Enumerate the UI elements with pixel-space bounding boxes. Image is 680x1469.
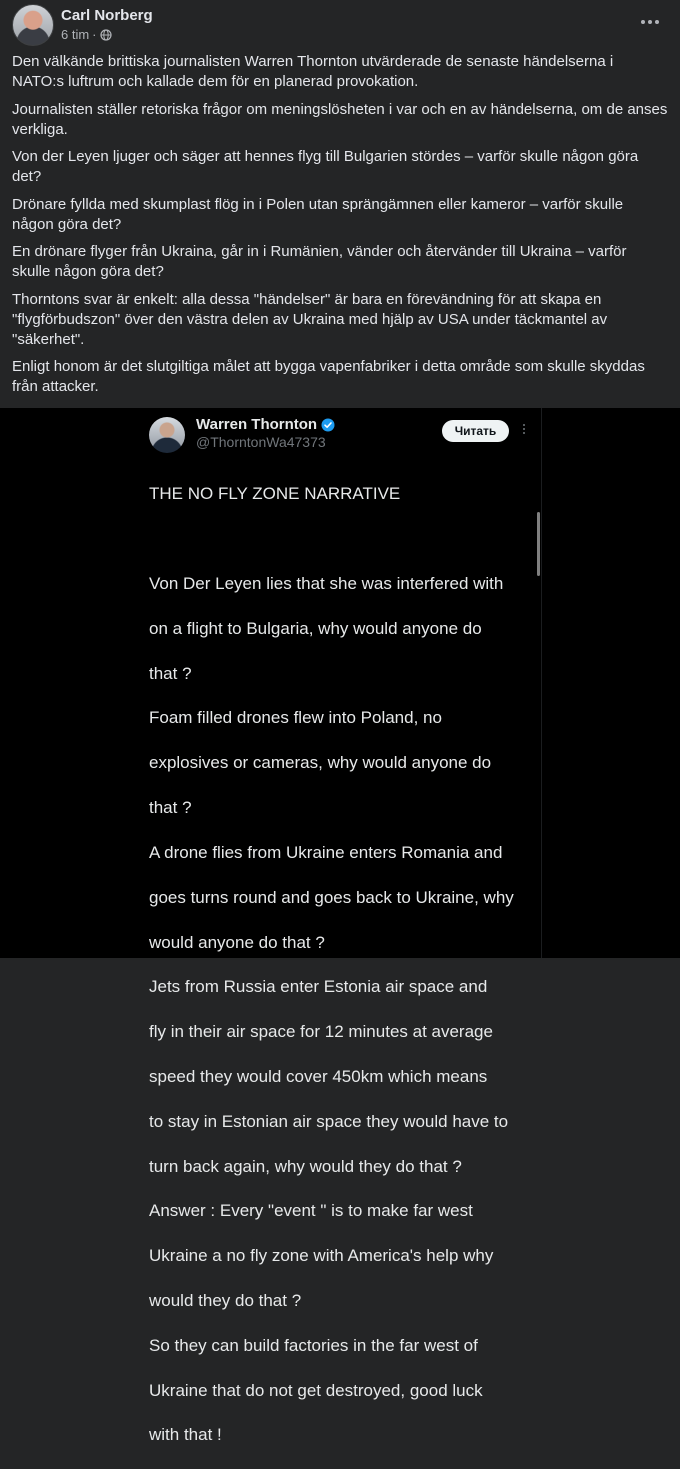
post-paragraph: Thorntons svar är enkelt: alla dessa "händelser" är bara en förevändning för att skapa en "flygförbudszon" över den västra delen av Ukraina med hjälp av USA under täckmantel av "säkerhet".	[12, 290, 608, 348]
tweet-line: THE NO FLY ZONE NARRATIVE	[149, 484, 401, 504]
tweet-screenshot	[139, 408, 542, 1445]
tweet-line: Ukraine that do not get destroyed, good luck	[149, 1380, 483, 1400]
tweet-author-name: Warren Thornton	[196, 416, 318, 433]
tweet-line: A drone flies from Ukraine enters Romania and	[149, 842, 503, 862]
tweet-line	[149, 528, 535, 550]
tweet-line: that ?	[149, 798, 192, 818]
tweet-line: would they do that ?	[149, 1291, 302, 1311]
meta-separator: ·	[92, 27, 97, 42]
tweet-line: Answer : Every "event " is to make far west	[149, 1201, 473, 1221]
more-vertical-icon	[521, 424, 527, 438]
post-paragraph: Den välkände brittiska journalisten Warren Thornton utvärderade de senaste händelserna i NATO:s luftrum och kallade dem för en planerad provokation.	[12, 53, 614, 90]
tweet-line: that ?	[149, 663, 192, 683]
tweet-line: on a flight to Bulgaria, why would anyone do	[149, 618, 482, 638]
tweet-line: goes turns round and goes back to Ukraine, why	[149, 887, 514, 907]
more-horizontal-icon	[641, 20, 645, 24]
tweet-line: with that !	[149, 1425, 222, 1445]
tweet-line: to stay in Estonian air space they would have to	[149, 1111, 509, 1131]
tweet-handle: @ThorntonWa47373	[196, 434, 326, 450]
tweet-author	[196, 416, 335, 433]
verified-badge-icon	[321, 418, 335, 432]
tweet-line: speed they would cover 450km which means	[149, 1066, 488, 1086]
post-paragraph: Von der Leyen ljuger och säger att hennes flyg till Bulgarien stördes – varför skulle någon göra det?	[12, 148, 639, 185]
tweet-line: fly in their air space for 12 minutes at average	[149, 1022, 493, 1042]
follow-button: Читать	[442, 420, 509, 442]
tweet-line: Foam filled drones flew into Poland, no	[149, 708, 442, 728]
tweet-line: would anyone do that ?	[149, 932, 325, 952]
tweet-line: Von Der Leyen lies that she was interfered with	[149, 574, 504, 594]
post-paragraph: En drönare flyger från Ukraina, går in i Rumänien, vänder och återvänder till Ukraina – varför skulle någon göra det?	[12, 243, 627, 280]
globe-icon	[100, 29, 112, 41]
post-paragraph: Journalisten ställer retoriska frågor om meningslösheten i var och en av händelserna, om de anses verkliga.	[12, 100, 668, 138]
tweet-line: Ukraine a no fly zone with America's help why	[149, 1246, 494, 1266]
tweet-scrollbar	[537, 512, 540, 576]
author-avatar[interactable]	[12, 4, 54, 46]
tweet-line: turn back again, why would they do that ?	[149, 1156, 462, 1176]
post-text	[12, 52, 668, 405]
post-image[interactable]	[0, 408, 680, 1445]
post-header	[0, 0, 680, 50]
post-paragraph: Enligt honom är det slutgiltiga målet att bygga vapenfabriker i detta område som skulle skyddas från attacker.	[12, 358, 645, 395]
tweet-line: So they can build factories in the far west of	[149, 1335, 478, 1355]
tweet-line: Jets from Russia enter Estonia air space and	[149, 977, 488, 997]
post-timestamp[interactable]: 6 tim	[61, 27, 90, 42]
tweet-body	[149, 461, 535, 1469]
tweet-line: explosives or cameras, why would anyone do	[149, 753, 492, 773]
post-more-options-button[interactable]	[636, 12, 664, 32]
post-meta	[61, 27, 112, 42]
post-paragraph: Drönare fyllda med skumplast flög in i Polen utan sprängämnen eller kameror – varför skulle någon göra det?	[12, 195, 624, 233]
tweet-avatar	[149, 417, 185, 453]
author-name[interactable]: Carl Norberg	[61, 7, 153, 24]
